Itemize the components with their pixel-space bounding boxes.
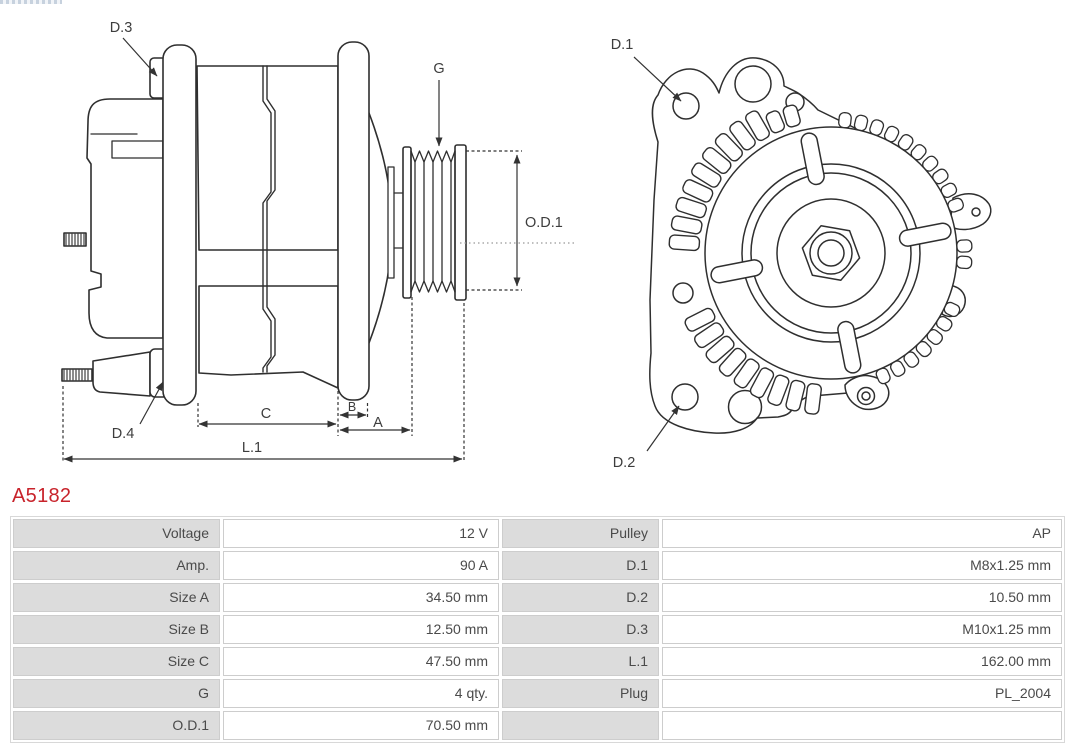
front-view-labels	[611, 37, 636, 471]
d3-leader-arrow	[123, 38, 157, 76]
spec-value: 47.50 mm	[223, 647, 499, 676]
spec-value: 12 V	[223, 519, 499, 548]
spec-label: Voltage	[13, 519, 220, 548]
spec-label: O.D.1	[13, 711, 220, 740]
spec-table	[10, 516, 1065, 743]
part-number: A5182	[12, 485, 72, 507]
spec-value: M10x1.25 mm	[662, 615, 1062, 644]
alternator-front-view	[650, 58, 991, 433]
spec-value: 10.50 mm	[662, 583, 1062, 612]
label-l1: L.1	[241, 440, 263, 456]
body-lower	[199, 286, 338, 388]
spec-value: 162.00 mm	[662, 647, 1062, 676]
spec-label: D.2	[502, 583, 659, 612]
pulley-flange-left	[403, 147, 411, 298]
label-g: G	[433, 61, 445, 77]
spec-value: 90 A	[223, 551, 499, 580]
pulley-grooves	[411, 151, 455, 162]
label-d2: D.2	[612, 455, 636, 471]
spec-value: PL_2004	[662, 679, 1062, 708]
terminal-block	[93, 352, 150, 396]
spec-value: 4 qty.	[223, 679, 499, 708]
label-d1: D.1	[610, 37, 634, 53]
label-c: C	[260, 406, 272, 422]
spec-label: D.3	[502, 615, 659, 644]
spec-label: Amp.	[13, 551, 220, 580]
spec-value: M8x1.25 mm	[662, 551, 1062, 580]
spec-label	[502, 711, 659, 740]
spec-label: L.1	[502, 647, 659, 676]
spec-value: 70.50 mm	[223, 711, 499, 740]
spec-value: AP	[662, 519, 1062, 548]
shaft	[388, 167, 394, 278]
rear-cover	[87, 99, 163, 338]
spec-label: Pulley	[502, 519, 659, 548]
spec-label: G	[13, 679, 220, 708]
spec-label: D.1	[502, 551, 659, 580]
label-od1: O.D.1	[525, 215, 563, 231]
spec-label: Size B	[13, 615, 220, 644]
spec-value: 12.50 mm	[223, 615, 499, 644]
label-b: B	[347, 400, 357, 414]
pulley-flange-right	[455, 145, 466, 300]
label-d3: D.3	[109, 20, 133, 36]
screen-edge-artifact	[0, 0, 62, 4]
spec-label: Size C	[13, 647, 220, 676]
spec-value	[662, 711, 1062, 740]
spec-grid	[13, 519, 1062, 740]
front-bracket	[338, 42, 369, 400]
spec-label: Size A	[13, 583, 220, 612]
spec-label: Plug	[502, 679, 659, 708]
rear-flange	[163, 45, 196, 405]
label-d4: D.4	[111, 426, 135, 442]
label-a: A	[373, 415, 383, 431]
alternator-side-view	[62, 42, 466, 405]
spec-value: 34.50 mm	[223, 583, 499, 612]
